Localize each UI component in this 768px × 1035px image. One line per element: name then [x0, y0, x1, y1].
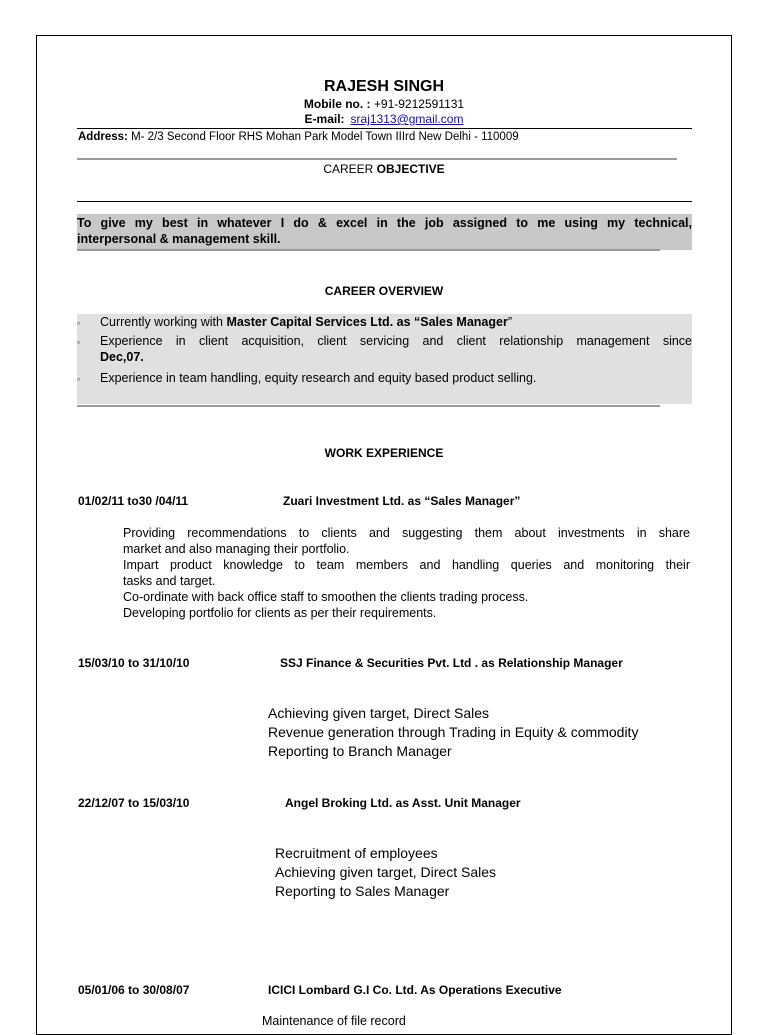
- address-value: M- 2/3 Second Floor RHS Mohan Park Model Town IIIrd New Delhi - 110009: [131, 131, 519, 143]
- job-4-duties: [262, 1013, 406, 1029]
- career-overview-box: [77, 314, 692, 404]
- job-2-duty-3: Reporting to Branch Manager: [268, 743, 452, 759]
- job-2-date: 15/03/10 to 31/10/10: [78, 656, 190, 670]
- job-1-duty-1: Providing recommendations to clients and suggesting them about investments in share: [123, 526, 690, 540]
- job-3-title: Angel Broking Ltd. as Asst. Unit Manager: [285, 796, 521, 810]
- overview-item-3-text: Experience in team handling, equity research and equity based product selling.: [100, 371, 537, 385]
- work-experience-heading: WORK EXPERIENCE: [324, 446, 444, 460]
- candidate-name: RAJESH SINGH: [323, 78, 445, 95]
- career-objective-text: [77, 214, 692, 250]
- overview-item-2-line-1: Experience in client acquisition, client servicing and client relationship management since: [100, 334, 692, 348]
- overview-underline: [77, 405, 660, 407]
- mobile-line: [0, 97, 768, 111]
- career-objective-heading-part1: CAREER: [323, 162, 377, 176]
- job-3-duties: [275, 844, 496, 901]
- job-4-title: ICICI Lombard G.I Co. Ltd. As Operations Executive: [268, 983, 562, 997]
- job-4-date: 05/01/06 to 30/08/07: [78, 983, 190, 997]
- mobile-value: +91-9212591131: [373, 97, 465, 111]
- job-3-duty-2: Achieving given target, Direct Sales: [275, 864, 496, 880]
- overview-item-2-line-2: Dec,07.: [100, 350, 144, 364]
- header-divider: [77, 128, 692, 129]
- job-1-duty-4: tasks and target.: [123, 574, 216, 588]
- email-label: E-mail:: [304, 112, 345, 126]
- address-line: [78, 131, 519, 143]
- job-1-title: Zuari Investment Ltd. as “Sales Manager”: [283, 494, 521, 508]
- email-line: [0, 112, 768, 126]
- job-1-duties: [123, 525, 690, 621]
- objective-underline: [77, 249, 660, 251]
- career-overview-heading: CAREER OVERVIEW: [324, 284, 444, 298]
- job-2-duty-2: Revenue generation through Trading in Equity & commodity: [268, 724, 639, 740]
- mobile-label: Mobile no. :: [303, 97, 371, 111]
- job-1-date: 01/02/11 to30 /04/11: [78, 494, 189, 508]
- job-1-duty-3: Impart product knowledge to team members and handling queries and monitoring their: [123, 558, 690, 572]
- job-3-date: 22/12/07 to 15/03/10: [78, 796, 190, 810]
- job-1-duty-6: Developing portfolio for clients as per their requirements.: [123, 606, 437, 620]
- bullet-icon: ▫: [77, 375, 80, 384]
- objective-bottom-divider: [77, 201, 692, 202]
- overview-item-1-pre: Currently working with: [100, 315, 227, 329]
- job-2-duty-1: Achieving given target, Direct Sales: [268, 705, 489, 721]
- objective-line-2: interpersonal & management skill.: [77, 232, 281, 246]
- job-2-duties: [268, 704, 638, 761]
- bullet-icon: ▫: [77, 338, 80, 347]
- email-link[interactable]: sraj1313@gmail.com: [350, 112, 464, 126]
- career-objective-heading: [0, 162, 768, 176]
- job-1-duty-2: market and also managing their portfolio.: [123, 542, 350, 556]
- bullet-icon: ▫: [77, 319, 80, 328]
- job-3-duty-1: Recruitment of employees: [275, 845, 438, 861]
- job-3-duty-3: Reporting to Sales Manager: [275, 883, 450, 899]
- objective-top-divider: [77, 158, 677, 160]
- job-4-duty-1: Maintenance of file record: [262, 1014, 406, 1028]
- address-label: Address:: [78, 131, 128, 143]
- overview-item-1-post: ”: [507, 315, 512, 329]
- overview-item-1-bold: Master Capital Services Ltd. as “Sales Manager: [226, 315, 508, 329]
- career-objective-heading-part2: OBJECTIVE: [376, 162, 445, 176]
- job-1-duty-5: Co-ordinate with back office staff to smoothen the clients trading process.: [123, 590, 529, 604]
- job-2-title: SSJ Finance & Securities Pvt. Ltd . as Relationship Manager: [280, 656, 623, 670]
- objective-line-1: To give my best in whatever I do & excel in the job assigned to me using my technical,: [77, 216, 692, 230]
